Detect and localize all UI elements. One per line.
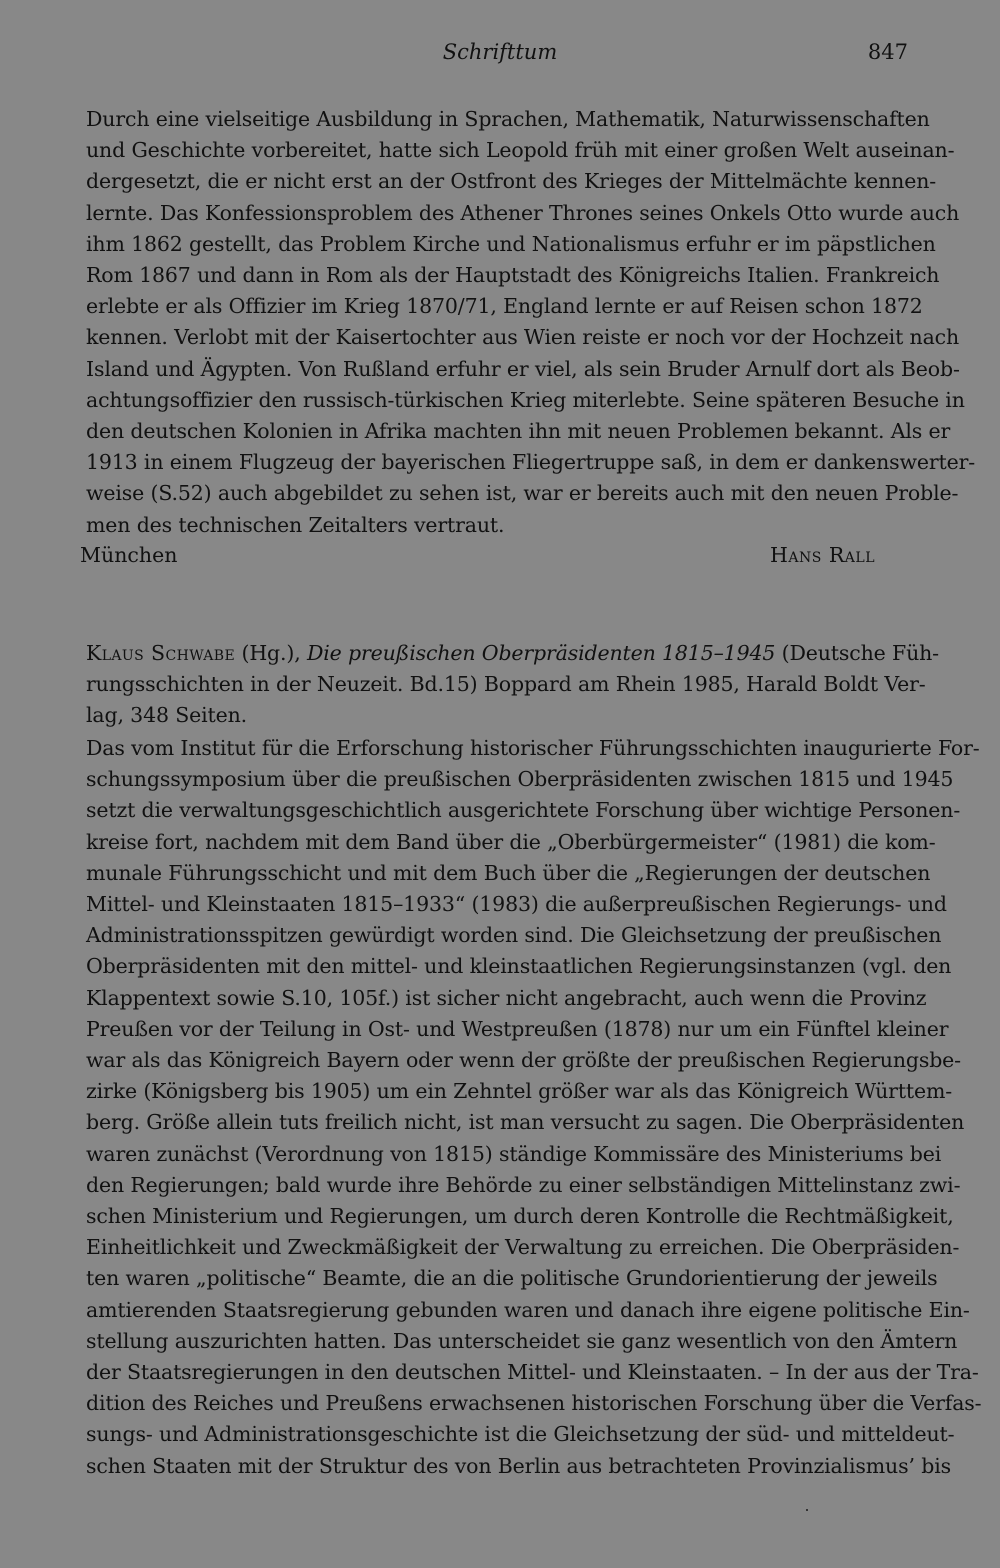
text-line: ihm 1862 gestellt, das Problem Kirche und Nationalismus erfuhr er im päpstlichen — [86, 231, 936, 256]
text-line: ten waren „politische“ Beamte, die an die politische Grundorientierung der jeweils — [86, 1266, 938, 1291]
text-line: Island und Ägypten. Von Rußland erfuhr er viel, als sein Bruder Arnulf dort als Beob- — [86, 356, 960, 381]
editor-note: (Hg.), — [235, 641, 307, 665]
citation-rest: (Deutsche Füh- — [775, 641, 939, 665]
text-line: berg. Größe allein tuts freilich nicht, ist man versucht zu sagen. Die Oberpräsidenten — [86, 1110, 965, 1135]
text-line: sungs- und Administrationsgeschichte ist die Gleichsetzung der süd- und mitteldeut- — [86, 1422, 955, 1447]
text-line: Oberpräsidenten mit den mittel- und kleinstaatlichen Regierungsinstanzen (vgl. den — [86, 954, 952, 979]
citation-line: lag, 348 Seiten. — [86, 703, 247, 728]
text-line: erlebte er als Offizier im Krieg 1870/71, England lernte er auf Reisen schon 1872 — [86, 294, 923, 319]
text-line: dition des Reiches und Preußens erwachsenen historischen Forschung über die Verfas- — [86, 1391, 982, 1416]
cited-author: Klaus Schwabe — [86, 641, 236, 665]
text-line: der Staatsregierungen in den deutschen Mittel- und Kleinstaaten. – In der aus der Tra- — [86, 1360, 979, 1385]
text-line: waren zunächst (Verordnung von 1815) ständige Kommissäre des Ministeriums bei — [86, 1141, 942, 1166]
text-line: Durch eine vielseitige Ausbildung in Sprachen, Mathematik, Naturwissenschaften — [86, 107, 930, 131]
text-line: munale Führungsschicht und mit dem Buch über die „Regierungen der deutschen — [86, 860, 931, 885]
text-line: den deutschen Kolonien in Afrika machten ihn mit neuen Problemen bekannt. Als er — [86, 419, 951, 444]
signature-place: München — [80, 543, 178, 567]
text-line: lernte. Das Konfessionsproblem des Athener Thrones seines Onkels Otto wurde auch — [86, 200, 960, 225]
review-paragraph — [86, 733, 982, 1482]
text-line: kennen. Verlobt mit der Kaisertochter aus Wien reiste er noch vor der Hochzeit nach — [86, 325, 960, 350]
text-line: Preußen vor der Teilung in Ost- und Westpreußen (1878) nur um ein Fünftel kleiner — [86, 1016, 949, 1041]
text-line: Rom 1867 und dann in Rom als der Hauptstadt des Königreichs Italien. Frankreich — [86, 263, 940, 288]
text-line: men des technischen Zeitalters vertraut. — [86, 512, 505, 537]
print-speck — [806, 1509, 808, 1511]
signature-author: Hans Rall — [770, 543, 875, 567]
running-header-title: Schrifttum — [442, 40, 558, 64]
text-line: schen Staaten mit der Struktur des von Berlin aus betrachteten Provinzialismus’ bis — [86, 1453, 951, 1478]
text-line: stellung auszurichten hatten. Das unterscheidet sie ganz wesentlich von den Ämtern — [86, 1328, 958, 1353]
text-line: weise (S.52) auch abgebildet zu sehen ist, war er bereits auch mit den neuen Proble- — [86, 481, 959, 506]
text-line: dergesetzt, die er nicht erst an der Ostfront des Krieges der Mittelmächte kennen- — [86, 169, 937, 194]
text-line: amtierenden Staatsregierung gebunden waren und danach ihre eigene politische Ein- — [86, 1297, 970, 1322]
text-line: Klappentext sowie S.10, 105f.) ist sicher nicht angebracht, auch wenn die Provinz — [86, 985, 927, 1010]
text-line: setzt die verwaltungsgeschichtlich ausgerichtete Forschung über wichtige Personen- — [86, 798, 961, 823]
review-signature — [80, 543, 875, 575]
cited-title: Die preußischen Oberpräsidenten 1815–1945 — [306, 641, 776, 665]
text-line: Einheitlichkeit und Zweckmäßigkeit der Verwaltung zu erreichen. Die Oberpräsiden- — [86, 1235, 960, 1260]
text-line: achtungsoffizier den russisch-türkischen Krieg miterlebte. Seine späteren Besuche in — [86, 387, 965, 412]
text-line: Das vom Institut für die Erforschung historischer Führungsschichten inaugurierte For- — [86, 736, 980, 760]
text-line: schen Ministerium und Regierungen, um durch deren Kontrolle die Rechtmäßigkeit, — [86, 1204, 954, 1229]
text-line: Mittel- und Kleinstaaten 1815–1933“ (1983) die außerpreußischen Regierungs- und — [86, 892, 947, 917]
text-line: kreise fort, nachdem mit dem Band über die „Oberbürgermeister“ (1981) die kom- — [86, 829, 936, 854]
text-line: 1913 in einem Flugzeug der bayerischen Fliegertruppe saß, in dem er dankenswerter- — [86, 450, 976, 475]
text-line: schungssymposium über die preußischen Oberpräsidenten zwischen 1815 und 1945 — [86, 767, 954, 792]
page-number: 847 — [867, 40, 908, 64]
text-line: war als das Königreich Bayern oder wenn der größte der preußischen Regierungsbe- — [86, 1048, 961, 1073]
text-line: Administrationsspitzen gewürdigt worden sind. Die Gleichsetzung der preußischen — [86, 923, 942, 948]
citation-line: rungsschichten in der Neuzeit. Bd.15) Boppard am Rhein 1985, Harald Boldt Ver- — [86, 672, 926, 697]
text-line: und Geschichte vorbereitet, hatte sich Leopold früh mit einer großen Welt auseinan- — [86, 138, 955, 163]
bibliographic-citation — [86, 638, 939, 732]
citation-line — [86, 638, 939, 669]
review-continuation-paragraph — [86, 104, 976, 541]
text-line: den Regierungen; bald wurde ihre Behörde zu einer selbständigen Mittelinstanz zwi- — [86, 1172, 961, 1197]
text-line: zirke (Königsberg bis 1905) um ein Zehntel größer war als das Königreich Württem- — [86, 1079, 953, 1104]
